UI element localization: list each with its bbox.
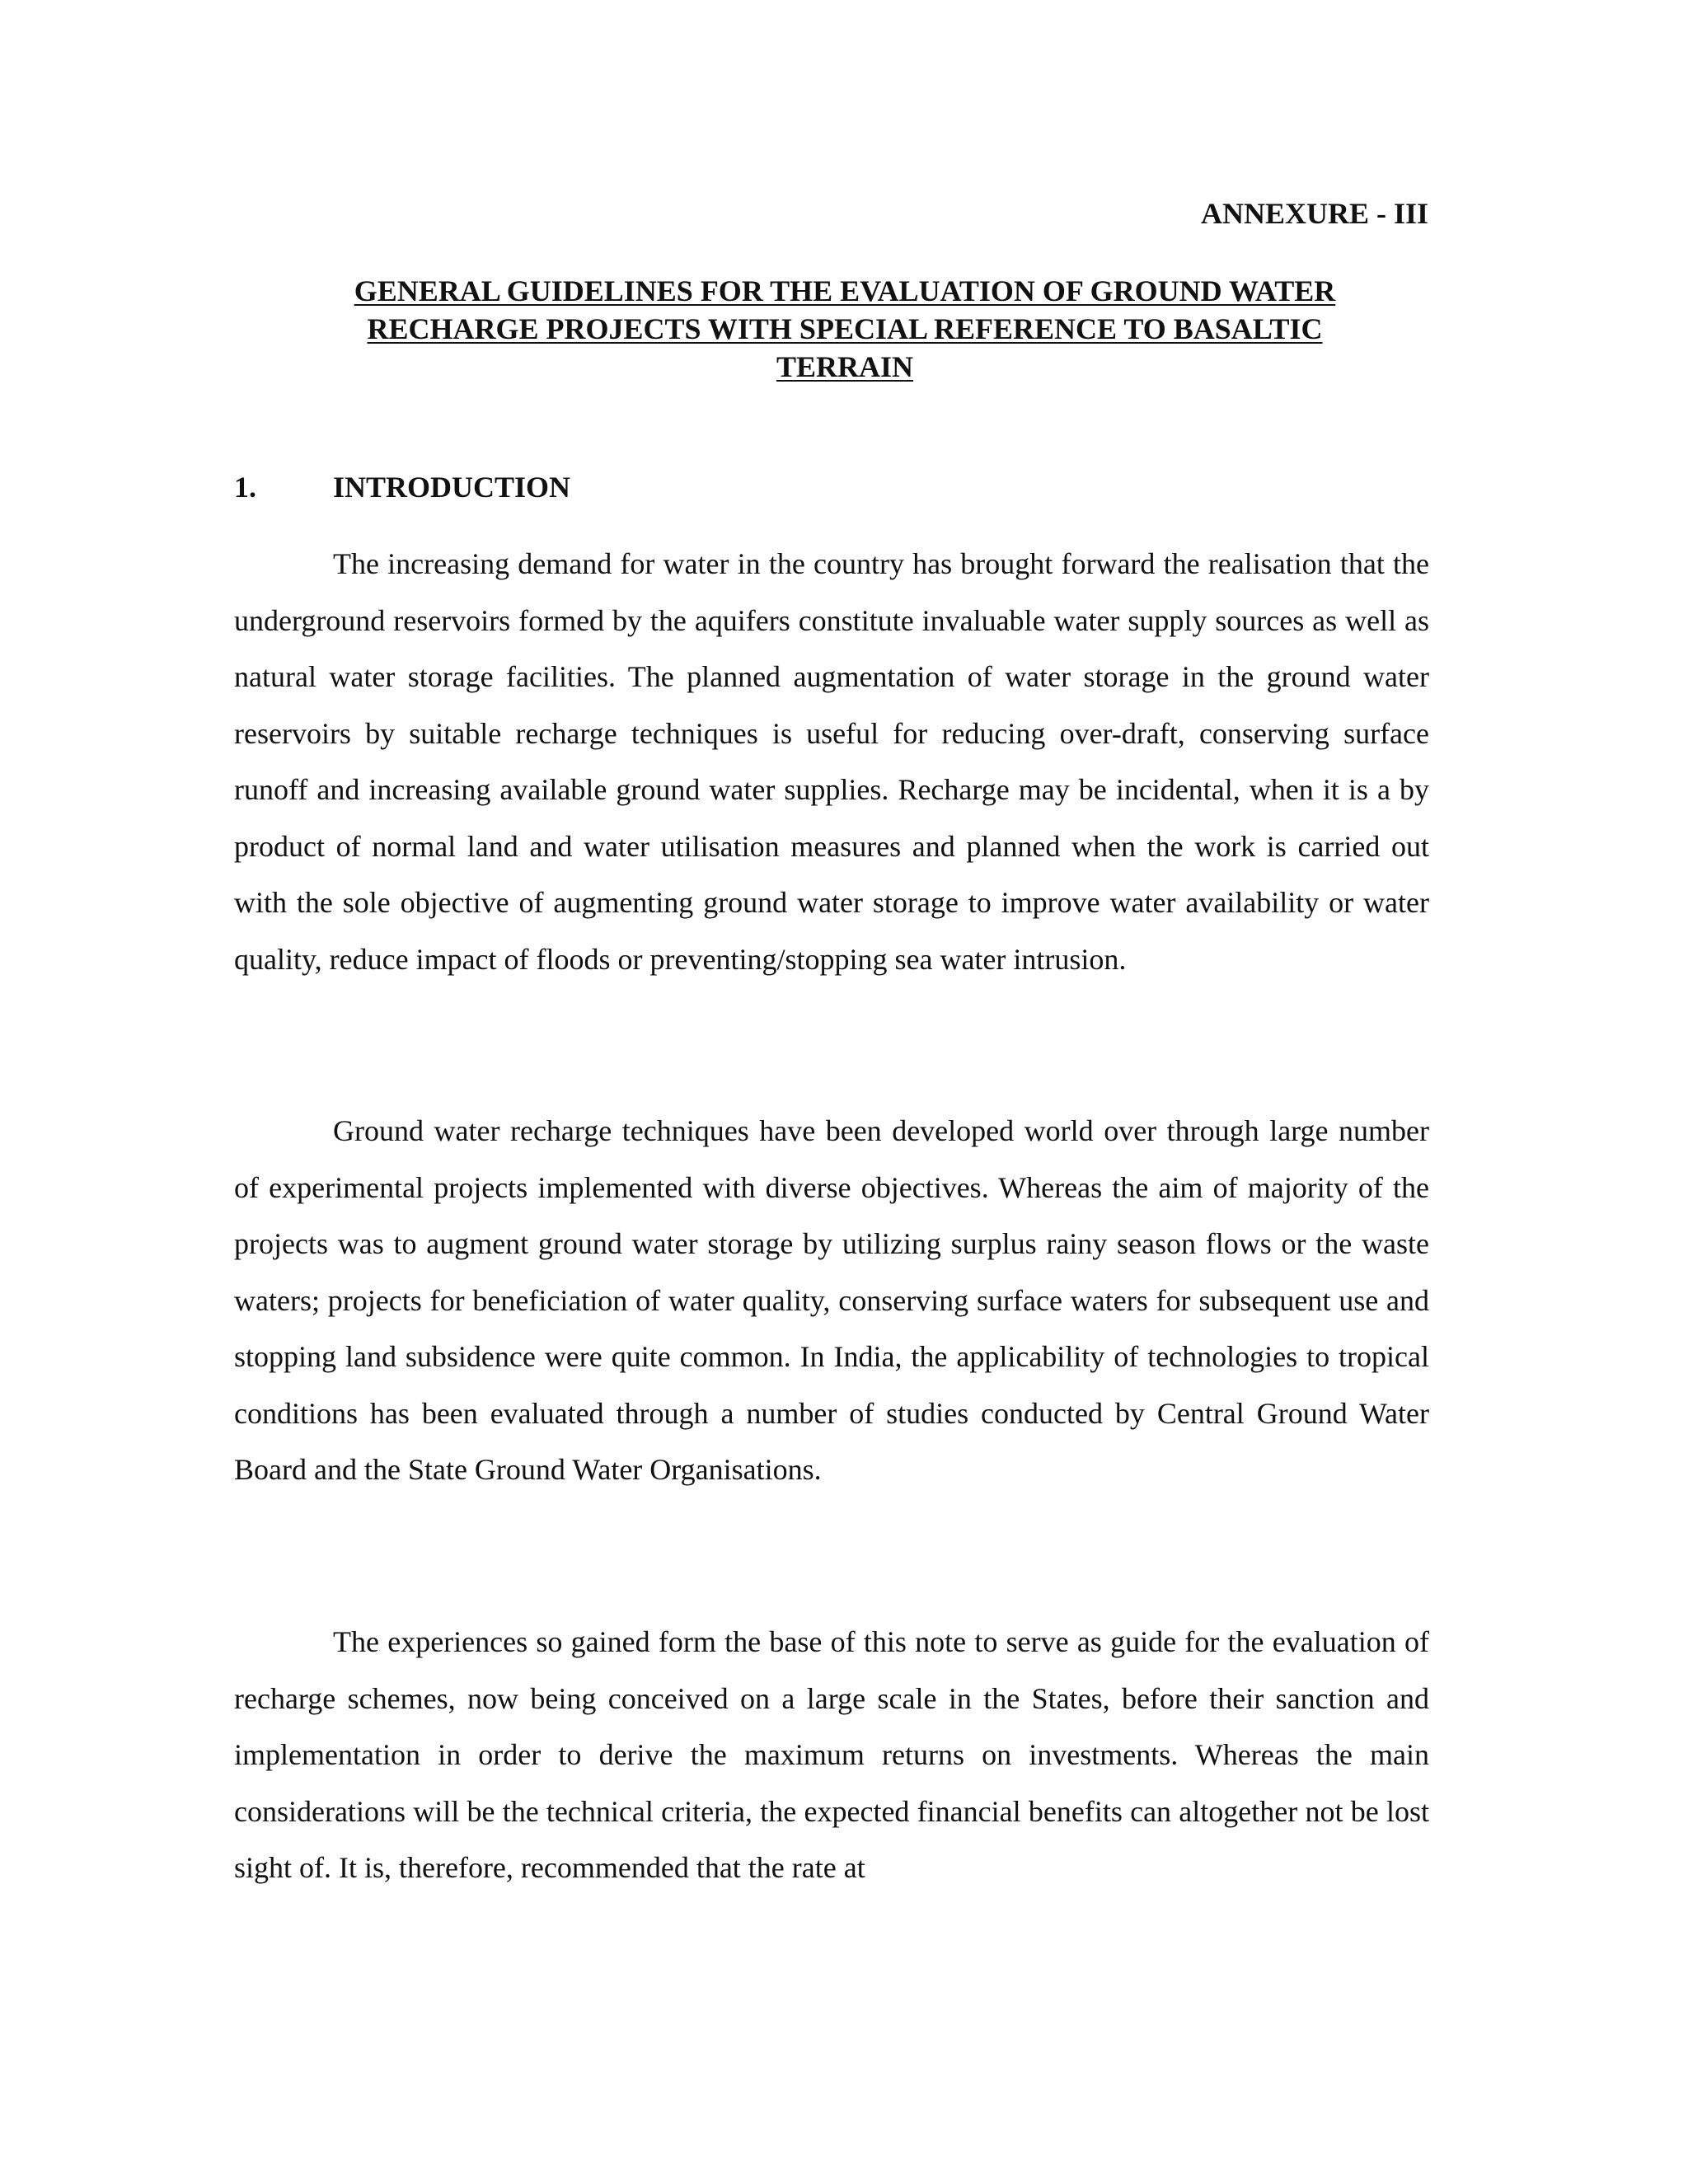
title-line-1: GENERAL GUIDELINES FOR THE EVALUATION OF GROUND WATER [354, 274, 1336, 307]
title-line-2: RECHARGE PROJECTS WITH SPECIAL REFERENCE TO BASALTIC [367, 312, 1323, 345]
section-title: INTRODUCTION [333, 471, 571, 504]
document-title [214, 272, 1475, 386]
annexure-label: ANNEXURE - III [1200, 197, 1428, 230]
paragraph-3: The experiences so gained form the base of this note to serve as guide for the evaluation of recharge schemes, now being conceived on a large scale in the States, before their sanction and implementation in order to derive the maximum returns on investments. Whereas the main considerations will be the technical criteria, the expected financial benefits can altogether not be lost sight of. It is, therefore, recommended that the rate at [234, 1625, 1429, 1884]
paragraph-2: Ground water recharge techniques have been developed world over through large number of experimental projects implemented with diverse objectives. Whereas the aim of majority of the projects was to augment ground water storage by utilizing surplus rainy season flows or the waste waters; projects for beneficiation of water quality, conserving surface waters for subsequent use and stopping land subsidence were quite common. In India, the applicability of technologies to tropical conditions has been evaluated through a number of studies conducted by Central Ground Water Board and the State Ground Water Organisations. [234, 1114, 1429, 1486]
paragraph-1: The increasing demand for water in the country has brought forward the realisation that the underground reservoirs formed by the aquifers constitute invaluable water supply sources as well as natural water storage facilities. The planned augmentation of water storage in the ground water reservoirs by suitable recharge techniques is useful for reducing over-draft, conserving surface runoff and increasing available ground water supplies. Recharge may be incidental, when it is a by product of normal land and water utilisation measures and planned when the work is carried out with the sole objective of augmenting ground water storage to improve water availability or water quality, reduce impact of floods or preventing/stopping sea water intrusion. [234, 547, 1429, 976]
section-heading [234, 470, 570, 504]
section-number: 1. [234, 471, 256, 504]
title-line-3: TERRAIN [776, 350, 914, 383]
